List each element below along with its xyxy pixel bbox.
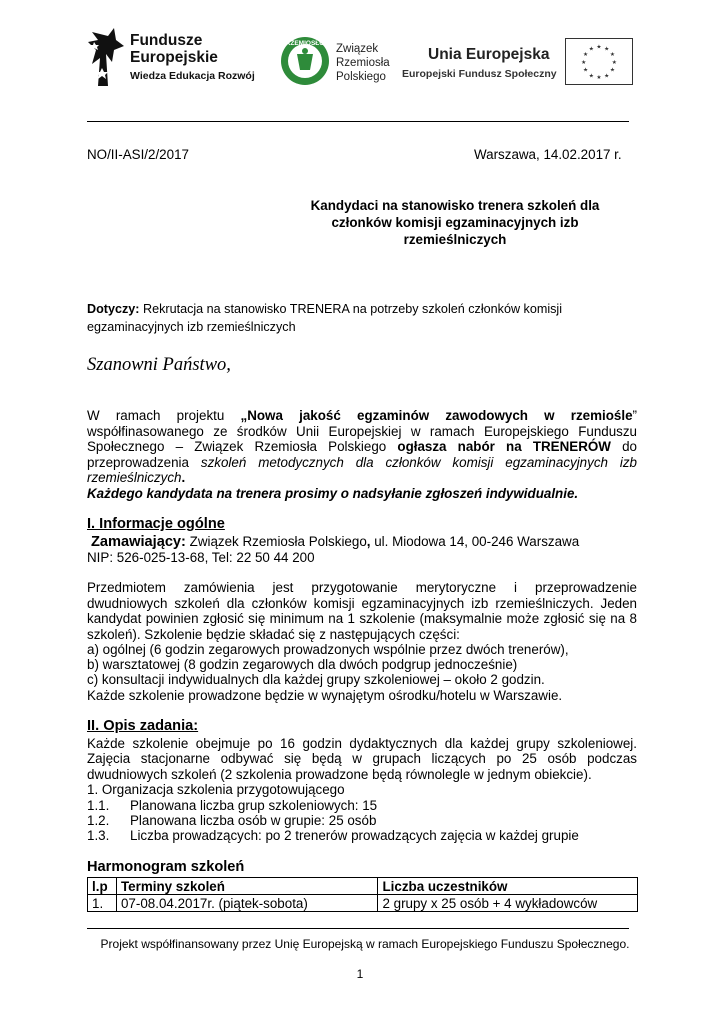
- table-header-cell: l.p: [88, 878, 117, 895]
- intro-line-1: [87, 408, 637, 424]
- addressee-line: członków komisji egzaminacyjnych izb: [331, 215, 579, 230]
- unia-europejska-logo: [402, 40, 562, 84]
- task-item-number: 1.1.: [87, 798, 110, 813]
- section-1-title: I. Informacje ogólne: [87, 516, 225, 532]
- schedule-table: [87, 877, 638, 912]
- client-line: [91, 534, 579, 550]
- announcement-highlight: ogłasza nabór na TRENERÓW: [397, 439, 611, 454]
- section-1-paragraph-line: szkoleń). Szkolenie będzie składać się z następujących części:: [87, 627, 460, 642]
- schedule-title: Harmonogram szkoleń: [87, 859, 245, 875]
- addressee-block: [270, 197, 640, 248]
- svg-text:★: ★: [609, 67, 615, 74]
- section-1-paragraph-line: Przedmiotem zamówienia jest przygotowanie merytoryczne i przeprowadzenie: [87, 580, 637, 595]
- intro-line-4: [87, 455, 637, 471]
- training-topic: szkoleń metodycznych dla członków komisji egzaminacyjnych izb: [200, 455, 637, 470]
- table-cell: 1.: [88, 895, 117, 912]
- addressee-line: Kandydaci na stanowisko trenera szkoleń dla: [310, 198, 600, 213]
- zrp-logo-line3: Polskiego: [336, 71, 386, 83]
- subject-text: Rekrutacja na stanowisko TRENERA na potrzeby szkoleń członków komisji: [139, 302, 563, 316]
- intro-text: do: [610, 439, 637, 454]
- table-cell: 07-08.04.2017r. (piątek-sobota): [116, 895, 377, 912]
- fe-logo-line2: Europejskie: [130, 49, 218, 66]
- section-1-list-item: a) ogólnej (6 godzin zegarowych prowadzonych wspólnie przez dwóch trenerów),: [87, 642, 569, 657]
- svg-text:★: ★: [604, 46, 610, 53]
- intro-line-2: współfinasowanego ze środków Unii Europejskiej w ramach Europejskiego Funduszu: [87, 424, 637, 439]
- table-header-cell: Terminy szkoleń: [116, 878, 377, 895]
- section-2-paragraph-line: dwudniowych szkoleń (2 szkolenia prowadzone będą równolegle w jednym obiekcie).: [87, 767, 592, 782]
- svg-text:★: ★: [583, 67, 589, 74]
- task-item-text: Planowana liczba grup szkoleniowych: 15: [130, 798, 378, 813]
- intro-text: .: [181, 470, 186, 485]
- section-2-paragraph-line: Zajęcia stacjonarne odbywać się będą w grupach liczących po 25 osób podczas: [87, 751, 637, 766]
- eu-flag-icon: [565, 38, 633, 85]
- client-address: ul. Miodowa 14, 00-246 Warszawa: [370, 534, 580, 549]
- svg-text:★: ★: [588, 46, 594, 53]
- footer-divider: [87, 928, 629, 929]
- salutation: Szanowni Państwo,: [87, 355, 231, 375]
- subject-line-1: [87, 302, 562, 317]
- task-item-number: 1.2.: [87, 813, 110, 828]
- intro-line-6: Każdego kandydata na trenera prosimy o nadsyłanie zgłoszeń indywidualnie.: [87, 486, 579, 501]
- zrp-emblem-text: RZEMIOSŁO: [285, 40, 325, 47]
- task-item-text: Planowana liczba osób w grupie: 25 osób: [130, 813, 377, 828]
- task-item-number: 1.3.: [87, 828, 110, 843]
- intro-text: przeprowadzenia: [87, 455, 201, 470]
- fe-logo-line1: Fundusze: [130, 32, 203, 49]
- ue-logo-subtitle: Europejski Fundusz Społeczny: [402, 68, 557, 80]
- table-row: [88, 895, 638, 912]
- fundusze-europejskie-logo: [88, 28, 258, 86]
- subject-line-2: egzaminacyjnych izb rzemieślniczych: [87, 320, 296, 334]
- section-2-paragraph-line: 1. Organizacja szkolenia przygotowującego: [87, 782, 345, 797]
- addressee-line: rzemieślniczych: [403, 232, 507, 247]
- svg-text:★: ★: [596, 44, 602, 51]
- intro-line-3: [87, 439, 637, 455]
- svg-text:★: ★: [583, 52, 589, 59]
- training-topic: rzemieślniczych: [87, 470, 182, 485]
- intro-text: Społecznego – Związek Rzemiosła Polskiego: [87, 439, 398, 454]
- zrp-logo-line2: Rzemiosła: [336, 57, 390, 69]
- table-header-row: [88, 878, 638, 895]
- fe-logo-tagline: Wiedza Edukacja Rozwój: [130, 70, 255, 82]
- header-divider: [87, 121, 629, 122]
- client-label: Zamawiający:: [91, 534, 186, 550]
- table-header-cell: Liczba uczestników: [378, 878, 638, 895]
- project-name: „Nowa jakość egzaminów zawodowych w rzemiośle: [240, 408, 633, 423]
- section-1-list-item: c) konsultacji indywidualnych dla każdej grupy szkoleniowej – około 2 godzin.: [87, 672, 545, 687]
- table-cell: 2 grupy x 25 osób + 4 wykładowców: [378, 895, 638, 912]
- section-2-title: II. Opis zadania:: [87, 718, 199, 734]
- task-item-text: Liczba prowadzących: po 2 trenerów prowadzących zajęcia w każdej grupie: [130, 828, 579, 843]
- svg-text:★: ★: [588, 73, 594, 80]
- svg-text:★: ★: [604, 73, 610, 80]
- zrp-logo: [280, 36, 395, 88]
- page-number: 1: [356, 967, 364, 981]
- footer-text: Projekt współfinansowany przez Unię Europejską w ramach Europejskiego Funduszu Społecznego.: [100, 937, 630, 951]
- zrp-logo-line1: Związek: [336, 43, 379, 55]
- intro-line-5: [87, 470, 185, 485]
- client-name: Związek Rzemiosła Polskiego: [185, 534, 367, 549]
- ue-logo-title: Unia Europejska: [428, 46, 550, 63]
- zrp-emblem-icon: [280, 36, 330, 86]
- fe-star-icon: [88, 28, 124, 86]
- section-1-paragraph-line: Każde szkolenie prowadzone będzie w wynajętym ośrodku/hotelu w Warszawie.: [87, 688, 563, 703]
- section-1-list-item: b) warsztatowej (8 godzin zegarowych dla dwóch podgrup jednocześnie): [87, 657, 518, 672]
- svg-text:★: ★: [611, 59, 617, 66]
- svg-text:★: ★: [596, 75, 602, 82]
- subject-label: Dotyczy:: [87, 302, 140, 316]
- place-date: Warszawa, 14.02.2017 r.: [474, 147, 622, 162]
- svg-text:★: ★: [609, 52, 615, 59]
- document-reference: NO/II-ASI/2/2017: [87, 147, 189, 162]
- client-text: ,: [366, 534, 371, 549]
- svg-text:★: ★: [581, 59, 587, 66]
- section-1-paragraph-line: kandydat powinien zgłosić się minimum na 1 szkolenie (maksymalnie może zgłosić się na 8: [87, 611, 637, 626]
- client-ids: NIP: 526-025-13-68, Tel: 22 50 44 200: [87, 550, 315, 565]
- section-1-paragraph-line: dwudniowych szkoleń dla członków komisji egzaminacyjnych izb rzemieślniczych. Jeden: [87, 596, 637, 611]
- intro-text: ”: [632, 408, 637, 423]
- intro-text: W ramach projektu: [87, 408, 241, 423]
- section-2-paragraph-line: Każde szkolenie obejmuje po 16 godzin dydaktycznych dla każdej grupy szkoleniowej.: [87, 736, 637, 751]
